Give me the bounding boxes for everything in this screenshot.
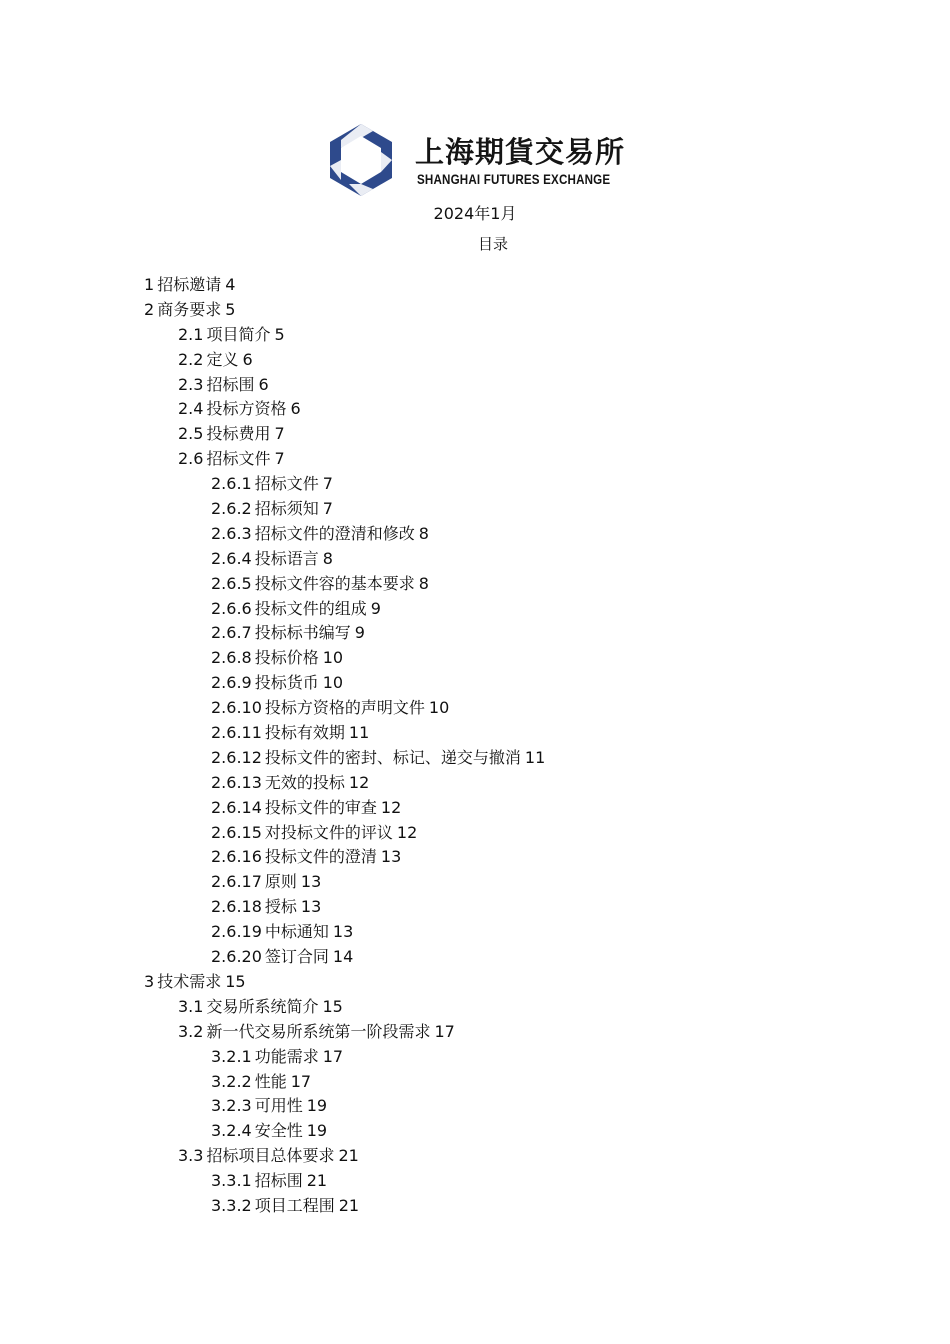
toc-entry[interactable] — [144, 646, 545, 671]
toc-entry-title: 可用性 — [254, 1096, 303, 1116]
toc-entry-page: 10 — [428, 698, 450, 718]
toc-entry-title: 中标通知 — [264, 922, 329, 942]
exchange-logo-icon — [323, 122, 399, 198]
toc-entry-page: 6 — [290, 399, 301, 419]
toc-entry-number: 2.6.15 — [211, 822, 262, 842]
toc-entry-number: 2.6.17 — [211, 872, 262, 892]
toc-entry-number: 2.6.3 — [211, 523, 252, 543]
toc-entry-number: 3.2.1 — [211, 1046, 252, 1066]
toc-entry-title: 投标价格 — [254, 648, 319, 668]
toc-entry-page: 15 — [322, 996, 343, 1016]
toc-entry-title: 招标须知 — [254, 499, 319, 519]
toc-entry-page: 13 — [380, 847, 402, 867]
toc-entry-title: 招标文件的澄清和修改 — [254, 523, 415, 543]
toc-entry-page: 12 — [396, 822, 418, 842]
toc-entry-page: 21 — [306, 1171, 328, 1191]
toc-entry-title: 招标围 — [254, 1171, 303, 1191]
toc-entry-number: 2.2 — [178, 349, 204, 369]
toc-entry[interactable] — [144, 721, 545, 746]
toc-entry-number: 3.3 — [178, 1146, 204, 1166]
toc-entry-number: 3.2.4 — [211, 1121, 252, 1141]
toc-entry-title: 投标文件的密封、标记、递交与撤消 — [264, 747, 521, 767]
toc-entry[interactable] — [144, 771, 545, 796]
toc-entry-page: 11 — [348, 723, 370, 743]
toc-entry-page: 7 — [274, 424, 285, 444]
toc-entry-title: 新一代交易所系统第一阶段需求 — [206, 1021, 431, 1041]
toc-entry-title: 授标 — [264, 897, 297, 917]
toc-entry[interactable] — [144, 821, 545, 846]
toc-entry-number: 2.6.11 — [211, 723, 262, 743]
toc-entry-number: 2.6.2 — [211, 499, 252, 519]
toc-entry[interactable] — [144, 1119, 545, 1144]
toc-entry-page: 21 — [338, 1195, 360, 1215]
toc-entry-page: 17 — [434, 1021, 455, 1041]
toc-entry-number: 2.6.18 — [211, 897, 262, 917]
toc-entry[interactable] — [144, 895, 545, 920]
toc-entry[interactable] — [144, 1194, 545, 1219]
toc-entry-number: 2.5 — [178, 424, 204, 444]
toc-entry-title: 功能需求 — [254, 1046, 319, 1066]
toc-entry-page: 12 — [348, 772, 370, 792]
toc-entry-page: 15 — [225, 971, 246, 991]
toc-entry[interactable] — [144, 273, 545, 298]
toc-entry-title: 招标文件 — [254, 474, 319, 494]
toc-entry-title: 投标方资格的声明文件 — [264, 698, 425, 718]
toc-entry-title: 招标围 — [206, 374, 255, 394]
toc-entry-number: 3.3.1 — [211, 1171, 252, 1191]
toc-entry-number: 2.6 — [178, 449, 204, 469]
toc-entry-page: 7 — [274, 449, 285, 469]
toc-entry-number: 2.6.10 — [211, 698, 262, 718]
toc-entry-page: 5 — [274, 324, 285, 344]
toc-entry[interactable] — [144, 671, 545, 696]
toc-entry-page: 13 — [300, 872, 322, 892]
toc-entry-number: 2.3 — [178, 374, 204, 394]
toc-entry-number: 2.6.7 — [211, 623, 252, 643]
toc-entry-page: 13 — [300, 897, 322, 917]
toc-entry-title: 招标项目总体要求 — [206, 1146, 335, 1166]
toc-entry-page: 11 — [524, 747, 546, 767]
toc-entry[interactable] — [144, 447, 545, 472]
toc-entry-number: 2.6.8 — [211, 648, 252, 668]
toc-entry-number: 3.2 — [178, 1021, 204, 1041]
toc-entry-number: 2.6.14 — [211, 797, 262, 817]
toc-entry-number: 2.4 — [178, 399, 204, 419]
toc-entry[interactable] — [144, 547, 545, 572]
toc-entry[interactable] — [144, 1169, 545, 1194]
toc-entry-title: 性能 — [254, 1071, 287, 1091]
toc-entry-page: 10 — [322, 673, 344, 693]
toc-entry[interactable] — [144, 597, 545, 622]
toc-entry-title: 投标文件的澄清 — [264, 847, 377, 867]
toc-entry[interactable] — [144, 298, 545, 323]
toc-entry[interactable] — [144, 696, 545, 721]
toc-entry-title: 投标文件的审查 — [264, 797, 377, 817]
toc-entry[interactable] — [144, 472, 545, 497]
toc-entry-title: 招标文件 — [206, 449, 271, 469]
toc-entry[interactable] — [144, 373, 545, 398]
toc-entry[interactable] — [144, 1070, 545, 1095]
toc-entry-page: 17 — [322, 1046, 344, 1066]
logo-chinese-name: 上海期貨交易所 — [415, 135, 626, 169]
document-date: 2024年1月 — [433, 204, 517, 223]
toc-entry[interactable] — [144, 845, 545, 870]
toc-title: 目录 — [477, 235, 508, 253]
toc-entry[interactable] — [144, 1144, 545, 1169]
toc-entry-page: 9 — [354, 623, 365, 643]
toc-entry[interactable] — [144, 348, 545, 373]
toc-entry-number: 3.2.3 — [211, 1096, 252, 1116]
toc-entry-title: 招标邀请 — [157, 275, 222, 294]
table-of-contents — [144, 273, 545, 1219]
toc-entry[interactable] — [144, 1094, 545, 1119]
toc-entry-page: 4 — [225, 275, 236, 294]
toc-entry-title: 签订合同 — [264, 947, 329, 967]
toc-entry-page: 19 — [306, 1096, 328, 1116]
toc-entry-number: 2.6.16 — [211, 847, 262, 867]
toc-entry-number: 2.6.9 — [211, 673, 252, 693]
toc-entry-title: 原则 — [264, 872, 297, 892]
toc-entry-title: 交易所系统简介 — [206, 996, 319, 1016]
toc-entry-page: 12 — [380, 797, 402, 817]
toc-entry[interactable] — [144, 796, 545, 821]
toc-entry-number: 2.1 — [178, 324, 204, 344]
toc-entry-page: 17 — [290, 1071, 312, 1091]
toc-entry-number: 3.1 — [178, 996, 204, 1016]
toc-entry-title: 投标方资格 — [206, 399, 287, 419]
toc-entry-title: 对投标文件的评议 — [264, 822, 393, 842]
toc-entry-title: 无效的投标 — [264, 772, 345, 792]
toc-entry-page: 14 — [332, 947, 354, 967]
toc-entry-number: 3.2.2 — [211, 1071, 252, 1091]
toc-entry-page: 7 — [322, 499, 333, 519]
toc-entry-page: 6 — [258, 374, 269, 394]
toc-entry-page: 13 — [332, 922, 354, 942]
toc-entry-number: 2.6.13 — [211, 772, 262, 792]
toc-entry[interactable] — [144, 621, 545, 646]
toc-entry[interactable] — [144, 870, 545, 895]
toc-entry-title: 投标文件的组成 — [254, 598, 367, 618]
toc-entry-title: 定义 — [206, 349, 239, 369]
toc-entry[interactable] — [144, 746, 545, 771]
toc-entry-title: 安全性 — [254, 1121, 303, 1141]
toc-entry-number: 2.6.19 — [211, 922, 262, 942]
toc-entry[interactable] — [144, 323, 545, 348]
toc-entry[interactable] — [144, 995, 545, 1020]
toc-entry-title: 技术需求 — [157, 971, 222, 991]
logo-english-name: SHANGHAI FUTURES EXCHANGE — [417, 172, 611, 187]
toc-entry-number: 1 — [144, 275, 155, 294]
toc-entry-page: 7 — [322, 474, 333, 494]
toc-entry[interactable] — [144, 1020, 545, 1045]
toc-entry-number: 2.6.4 — [211, 548, 252, 568]
toc-entry-number: 3.3.2 — [211, 1195, 252, 1215]
toc-entry-number: 3 — [144, 971, 155, 991]
toc-entry-title: 投标文件容的基本要求 — [254, 573, 415, 593]
toc-entry-page: 21 — [338, 1146, 359, 1166]
toc-entry-page: 19 — [306, 1121, 328, 1141]
toc-entry[interactable] — [144, 522, 545, 547]
toc-entry-number: 2.6.6 — [211, 598, 252, 618]
toc-entry-title: 项目工程围 — [254, 1195, 335, 1215]
toc-entry-number: 2.6.12 — [211, 747, 262, 767]
toc-entry-page: 5 — [225, 299, 236, 319]
toc-entry-page: 8 — [322, 548, 333, 568]
toc-entry-title: 项目简介 — [206, 324, 271, 344]
toc-entry[interactable] — [144, 572, 545, 597]
toc-entry-page: 9 — [370, 598, 381, 618]
toc-entry-number: 2 — [144, 299, 155, 319]
toc-entry-title: 投标标书编写 — [254, 623, 351, 643]
toc-entry-title: 商务要求 — [157, 299, 222, 319]
toc-entry[interactable] — [144, 422, 545, 447]
toc-entry[interactable] — [144, 920, 545, 945]
toc-entry[interactable] — [144, 970, 545, 995]
toc-entry-page: 10 — [322, 648, 344, 668]
toc-entry-page: 8 — [418, 523, 429, 543]
toc-entry[interactable] — [144, 497, 545, 522]
toc-entry[interactable] — [144, 1045, 545, 1070]
toc-entry-title: 投标费用 — [206, 424, 271, 444]
toc-entry-page: 6 — [242, 349, 253, 369]
toc-entry[interactable] — [144, 397, 545, 422]
toc-entry-number: 2.6.20 — [211, 947, 262, 967]
logo — [323, 122, 628, 198]
toc-entry-title: 投标语言 — [254, 548, 319, 568]
toc-entry-title: 投标有效期 — [264, 723, 345, 743]
toc-entry[interactable] — [144, 945, 545, 970]
toc-entry-number: 2.6.1 — [211, 474, 252, 494]
toc-entry-title: 投标货币 — [254, 673, 319, 693]
toc-entry-number: 2.6.5 — [211, 573, 252, 593]
toc-entry-page: 8 — [418, 573, 429, 593]
